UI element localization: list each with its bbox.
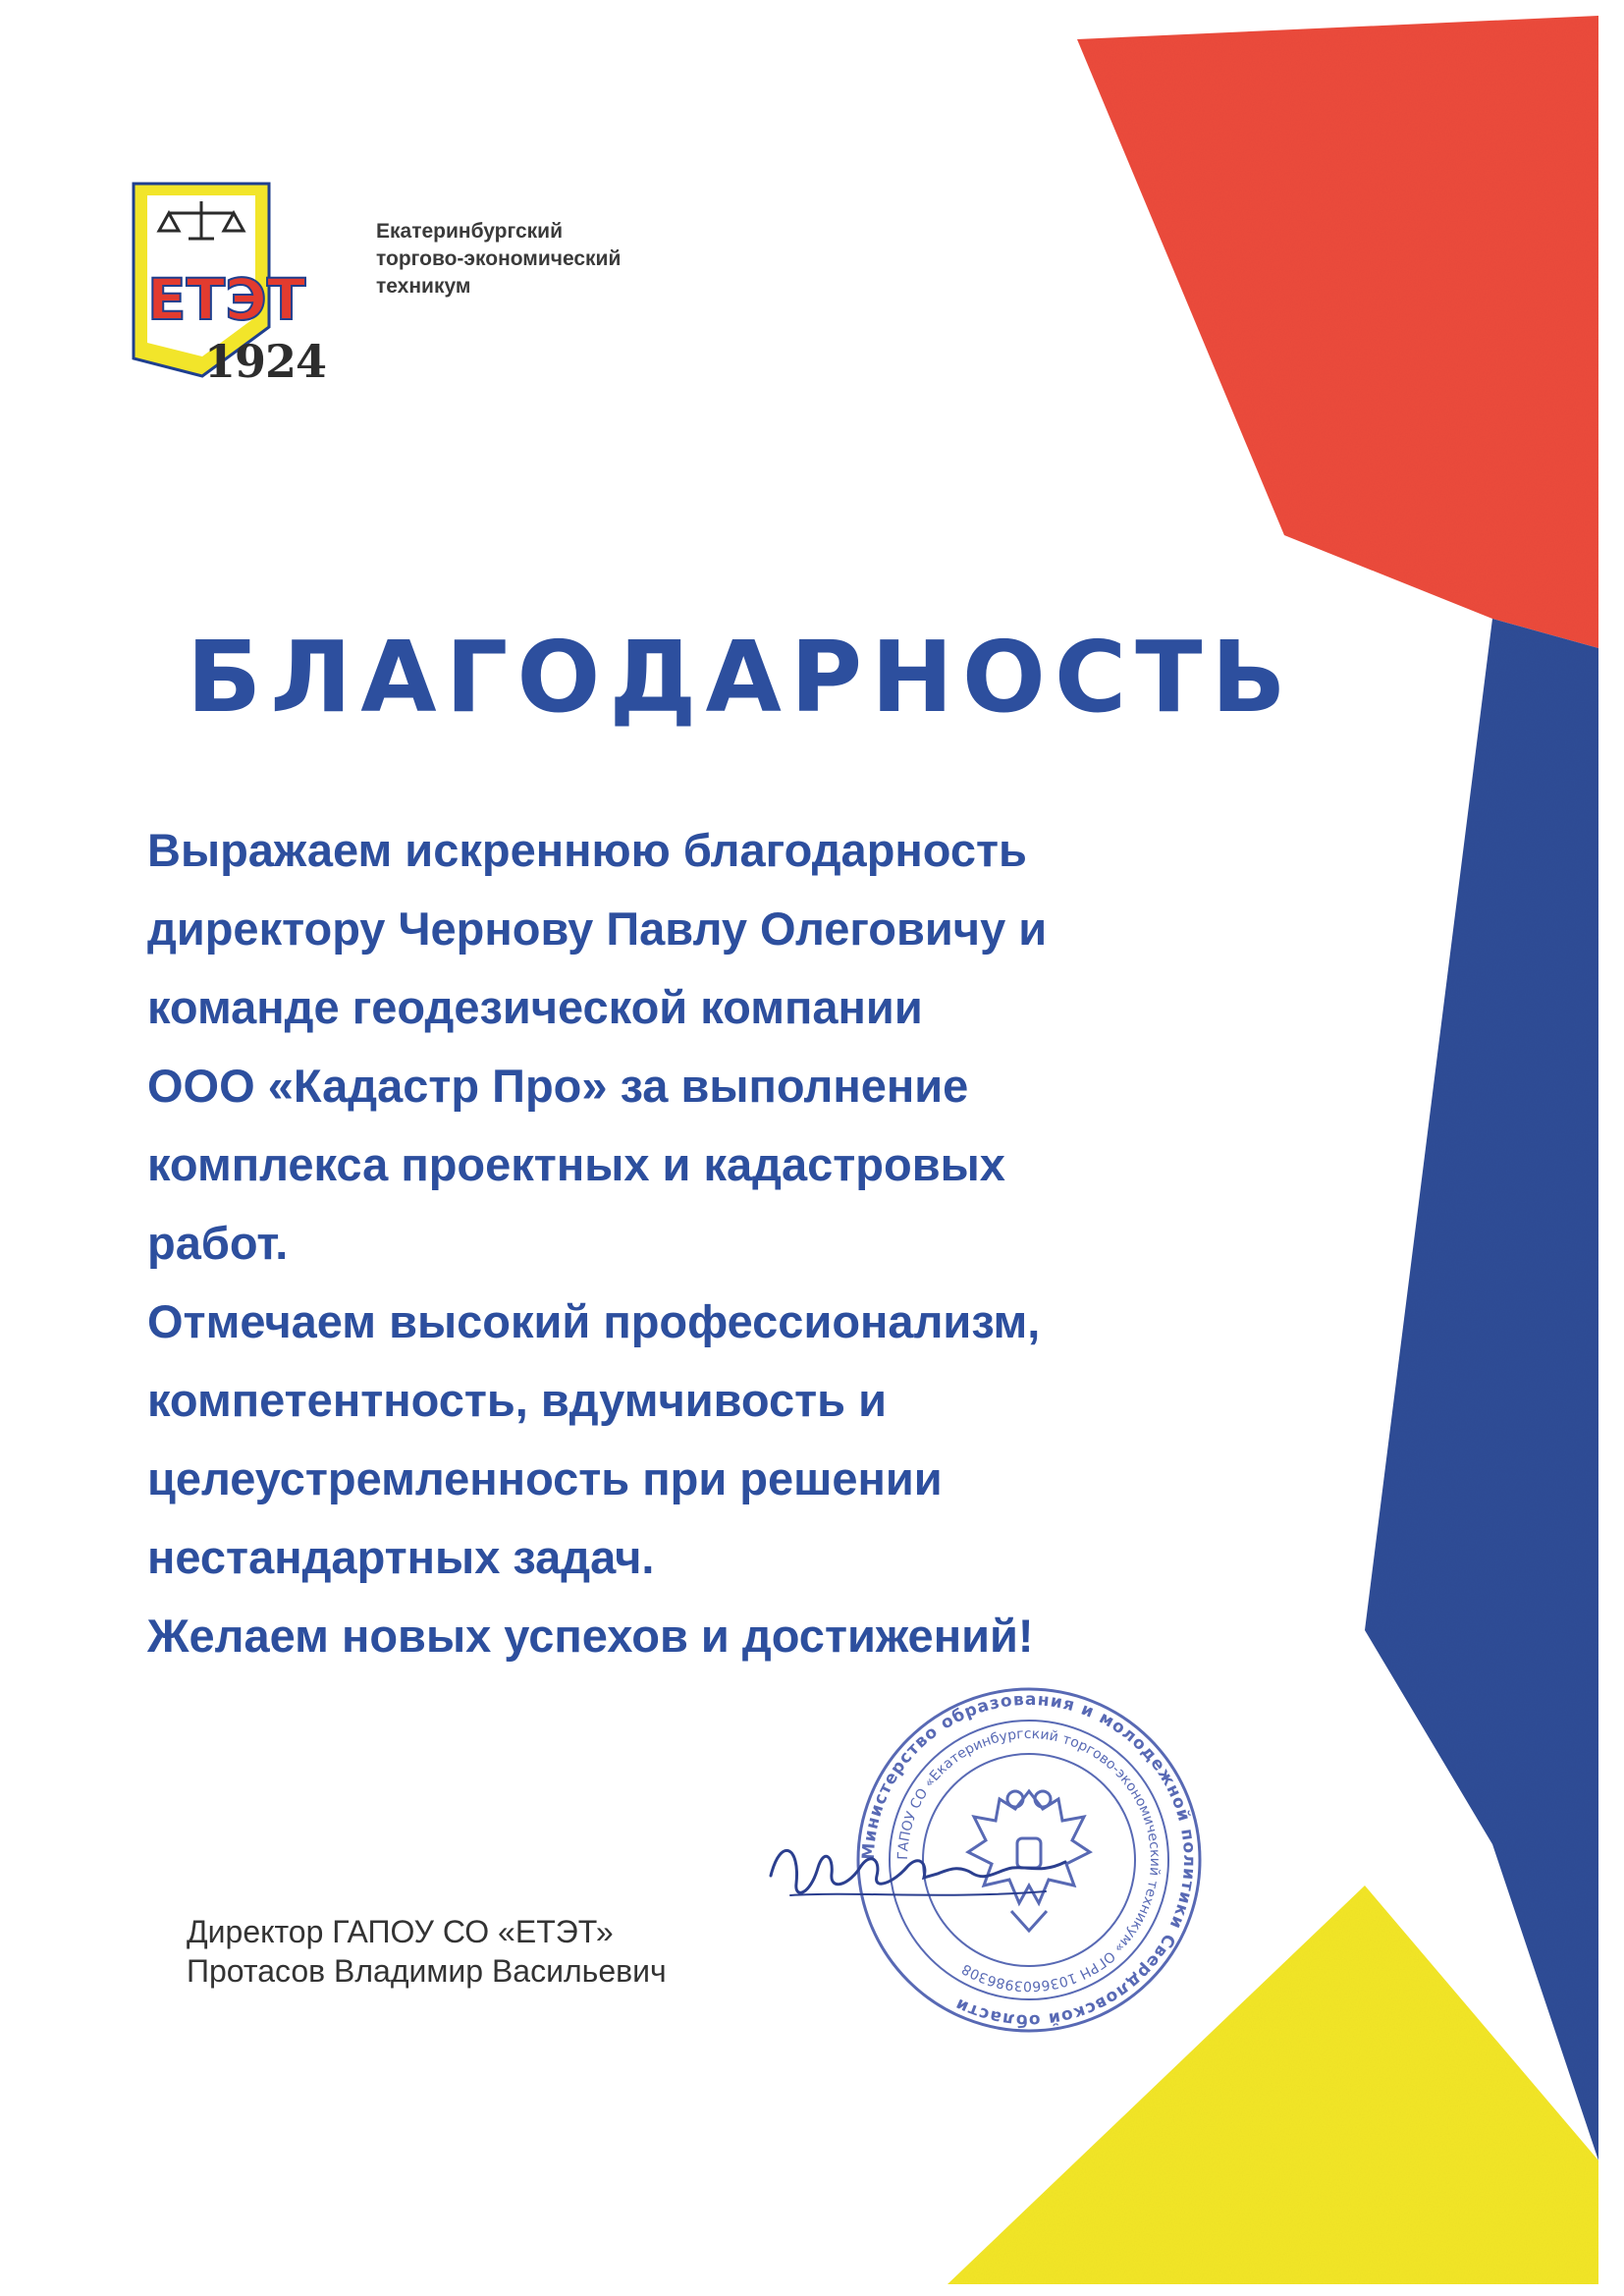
- stamp-inner-text: ГАПОУ СО «Екатеринбургский торгово-экономический техникум» ОГРН 1036603986308: [894, 1725, 1164, 1995]
- signatory-name: Протасов Владимир Васильевич: [187, 1953, 667, 1989]
- signatory-position: Директор ГАПОУ СО «ЕТЭТ»: [187, 1914, 614, 1949]
- message-line: комплекса проектных и кадастровых: [147, 1138, 1005, 1190]
- message-line: Отмечаем высокий профессионализм,: [147, 1295, 1041, 1347]
- signatory-block: [187, 1912, 667, 1991]
- message-line: нестандартных задач.: [147, 1531, 655, 1583]
- message-line: целеустремленность при решении: [147, 1452, 943, 1504]
- message-line: директору Чернову Павлу Олеговичу и: [147, 902, 1048, 955]
- handwritten-signature: [751, 1797, 1085, 1935]
- gratitude-message: [147, 811, 1326, 1675]
- logo-year: 1924: [204, 335, 327, 388]
- red-triangle-shape: [1077, 16, 1598, 648]
- organization-name-line: техникум: [376, 275, 471, 298]
- message-line: команде геодезической компании: [147, 981, 923, 1033]
- message-line: Желаем новых успехов и достижений!: [147, 1610, 1034, 1662]
- message-line: Выражаем искреннюю благодарность: [147, 824, 1027, 876]
- organization-name-line: торгово-экономический: [376, 247, 622, 270]
- organization-name-line: Екатеринбургский: [376, 220, 563, 243]
- message-line: компетентность, вдумчивость и: [147, 1374, 888, 1426]
- organization-name: [376, 218, 730, 301]
- logo-letters: ЕТЭТ: [147, 266, 306, 333]
- document-title: БЛАГОДАРНОСТЬ: [187, 620, 1295, 735]
- message-line: ООО «Кадастр Про» за выполнение: [147, 1060, 969, 1112]
- stamp-outer-text: Министерство образования и молодежной политики Свердловской области: [858, 1689, 1200, 2031]
- message-line: работ.: [147, 1217, 289, 1269]
